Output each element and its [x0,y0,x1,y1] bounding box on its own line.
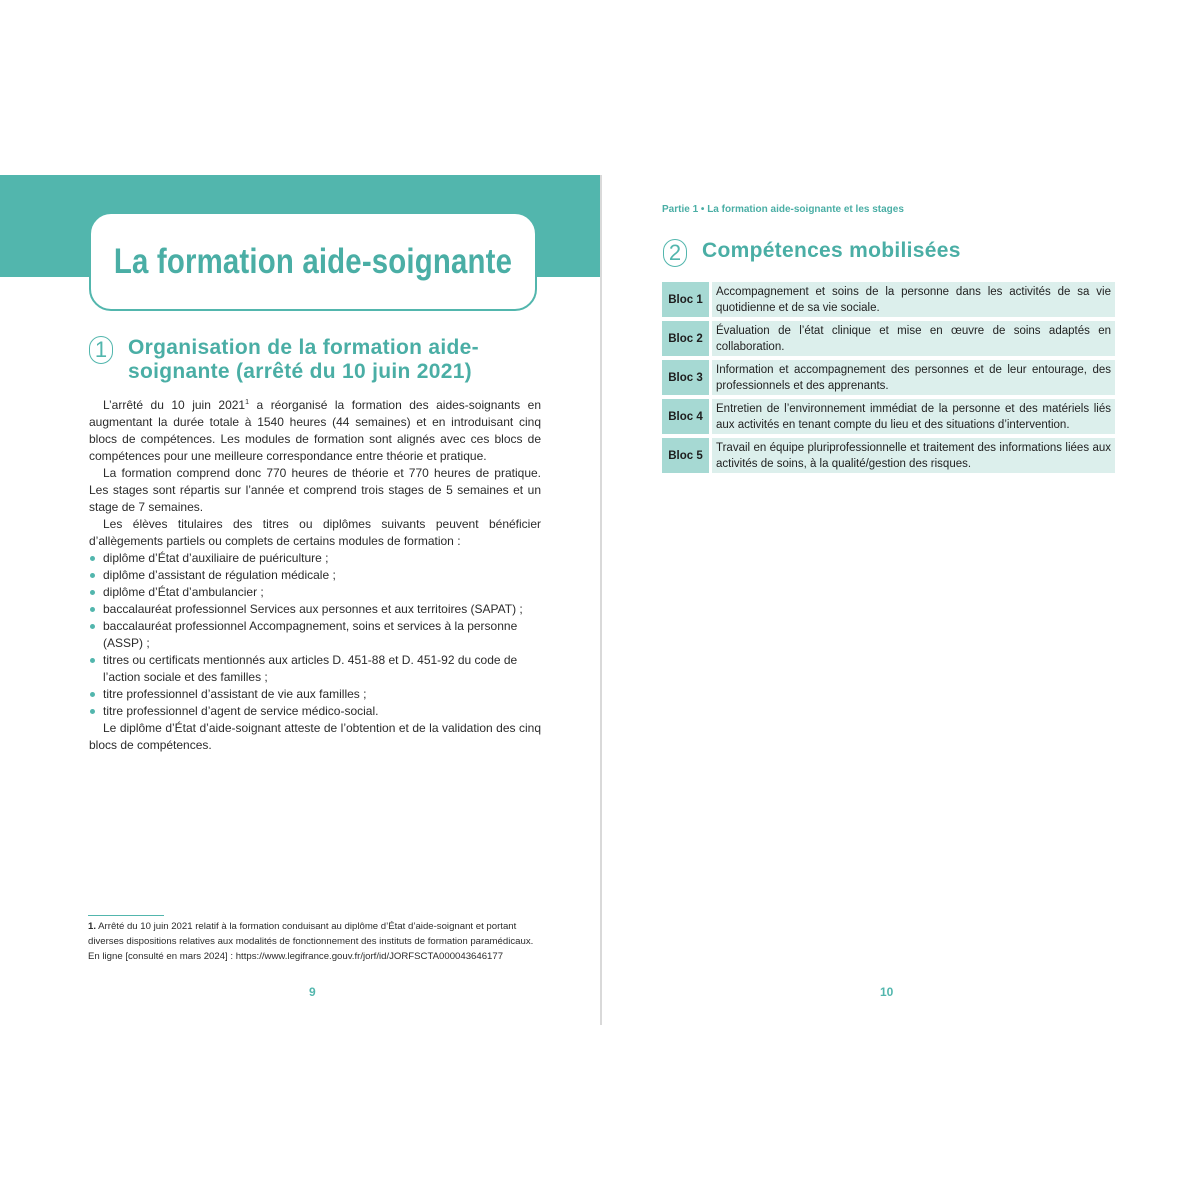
section-title: Organisation de la formation aide-soignante (arrêté du 10 juin 2021) [128,336,479,383]
list-item: titres ou certificats mentionnés aux articles D. 451-88 et D. 451-92 du code de l’action sociale et des familles ; [89,652,541,686]
list-item: baccalauréat professionnel Services aux personnes et aux territoires (SAPAT) ; [89,601,541,618]
page-number: 9 [309,985,316,999]
bloc-label: Bloc 5 [662,438,709,473]
section-number: 1 [89,336,113,364]
section-number: 2 [663,239,687,267]
chapter-title: La formation aide-soignante [113,241,513,281]
paragraph: Le diplôme d’État d’aide-soignant atteste de l’obtention et de la validation des cinq blocs de compétences. [89,721,541,752]
footnote-marker: 1. [88,921,97,932]
bloc-text: Entretien de l’environnement immédiat de la personne et des matériels liés aux activités en tenant compte du lieu et des situations d’intervention. [712,399,1115,434]
competence-table [662,282,1115,477]
footnote-divider [88,915,164,916]
list-item: diplôme d’État d’ambulancier ; [89,584,541,601]
right-page [603,175,1200,1025]
list-item: titre professionnel d’agent de service médico-social. [89,703,541,720]
paragraph: La formation comprend donc 770 heures de théorie et 770 heures de pratique. Les stages sont répartis sur l’année et comprend trois stages de 5 semaines et un stage de 7 semaines. [89,466,541,514]
list-item: diplôme d’État d’auxiliaire de puériculture ; [89,550,541,567]
bullet-list [89,550,541,720]
table-row [662,360,1115,395]
bloc-label: Bloc 2 [662,321,709,356]
table-row [662,282,1115,317]
table-row [662,321,1115,356]
bloc-text: Évaluation de l’état clinique et mise en œuvre de soins adaptés en collaboration. [712,321,1115,356]
footnote-ref: 1 [245,399,250,406]
section-heading-1 [89,336,549,384]
section-heading-2 [663,239,1123,267]
bloc-text: Accompagnement et soins de la personne dans les activités de sa vie quotidienne et de sa vie sociale. [712,282,1115,317]
footnote-text: Arrêté du 10 juin 2021 relatif à la formation conduisant au diplôme d’État d’aide-soignant et portant diverses dispositions relatives aux modalités de fonctionnement des instituts de formation paramédicaux. En ligne [consulté en mars 2024] : https://www.legifrance.gouv.fr/jorf/id/JORFSCTA000043646177 [88,921,534,962]
table-row [662,399,1115,434]
bloc-label: Bloc 3 [662,360,709,395]
section-title: Compétences mobilisées [702,239,961,262]
bloc-label: Bloc 1 [662,282,709,317]
footnote [88,919,544,964]
table-row [662,438,1115,473]
paragraph: Les élèves titulaires des titres ou diplômes suivants peuvent bénéficier d’allègements partiels ou complets de certains modules de formation : [89,517,541,548]
page-number: 10 [880,985,894,999]
list-item: diplôme d’assistant de régulation médicale ; [89,567,541,584]
left-page [0,175,601,1025]
bloc-text: Information et accompagnement des personnes et de leur entourage, des professionnels et des apprenants. [712,360,1115,395]
paragraph-text: a réorganisé la formation des aides-soignants en augmentant la durée totale à 1540 heures (44 semaines) et en introduisant cinq blocs de compétences. Les modules de formation sont alignés avec ces blocs de compétences pour une meilleure correspondance entre théorie et pratique. [89,398,542,463]
paragraph-text: L’arrêté du 10 juin 2021 [103,398,246,412]
list-item: titre professionnel d’assistant de vie aux familles ; [89,686,541,703]
running-head: Partie 1 • La formation aide-soignante et les stages [662,204,904,215]
bloc-text: Travail en équipe pluriprofessionnelle et traitement des informations liées aux activités de soins, à la qualité/gestion des risques. [712,438,1115,473]
chapter-title-box [89,212,537,311]
book-gutter [600,175,602,1025]
list-item: baccalauréat professionnel Accompagnement, soins et services à la personne (ASSP) ; [89,618,541,652]
paragraph [89,397,541,465]
bloc-label: Bloc 4 [662,399,709,434]
body-text [89,397,541,754]
